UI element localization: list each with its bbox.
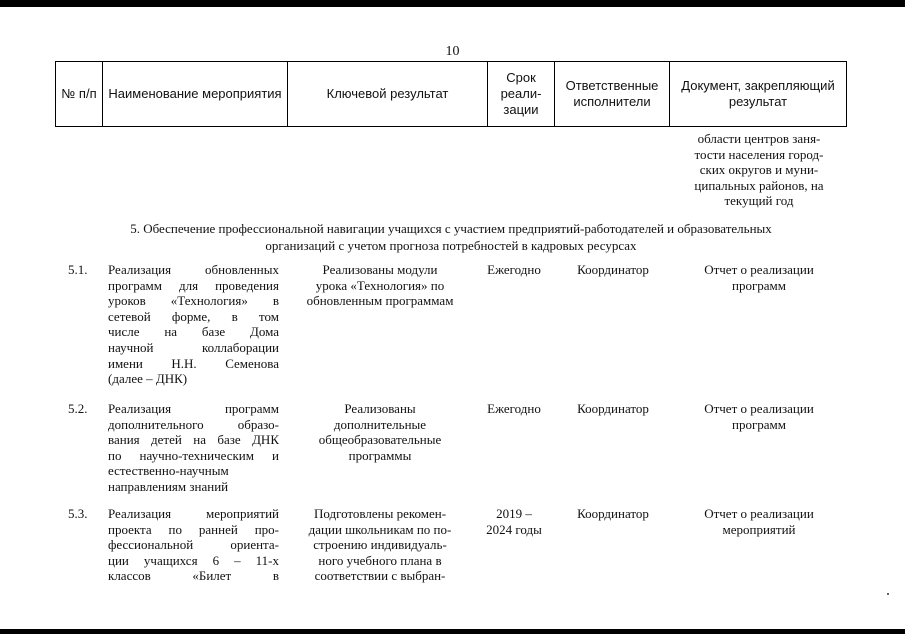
section-title-line: 5. Обеспечение профессиональной навигации учащихся с участием предприятий-работодателей и образовательных xyxy=(130,221,772,236)
row-number: 5.3. xyxy=(68,506,88,521)
row-number: 5.1. xyxy=(68,262,88,277)
row-executor: Координатор xyxy=(577,401,649,416)
header-document: Документ, закрепляющий результат xyxy=(681,78,835,109)
row-result: Реализованы модули урока «Технология» по обновленным программам xyxy=(306,262,454,309)
continuation-line: ципальных районов, на xyxy=(694,177,824,193)
row-name: Реализация мероприятий проекта по ранней про- фессиональной ориента- ции учащихся 6 – 11-х классов «Билет в xyxy=(108,506,279,584)
continuation-line: области центров заня- xyxy=(697,131,821,146)
header-executors: Ответственные исполнители xyxy=(555,62,670,126)
header-result: Ключевой результат xyxy=(288,62,488,126)
page-number: 10 xyxy=(445,44,460,59)
table-header xyxy=(55,61,847,127)
row-document: Отчет о реализации программ xyxy=(704,262,814,293)
row-executor: Координатор xyxy=(577,262,649,277)
row-term: Ежегодно xyxy=(487,262,541,277)
scan-speck xyxy=(887,593,889,595)
header-term: Срок реали-зации xyxy=(488,62,555,126)
row-document: Отчет о реализации мероприятий xyxy=(704,506,814,537)
section-title xyxy=(60,220,842,254)
continuation-line: ских округов и муни- xyxy=(699,162,819,178)
row-result: Реализованы дополнительные общеобразовательные программы xyxy=(318,401,442,463)
row-executor: Координатор xyxy=(577,506,649,521)
row-name: Реализация обновленных программ для проведения уроков «Технология» в сетевой форме, в том числе на базе Дома научной коллаборации имени Н.Н. Семенова (далее – ДНК) xyxy=(108,262,279,387)
row-result: Подготовлены рекомен- дации школьникам по по- строению индивидуаль- ного учебного плана в соответствии с выбран- xyxy=(308,506,452,584)
top-border xyxy=(0,0,905,7)
row-term: Ежегодно xyxy=(487,401,541,416)
section-title-line: организаций с учетом прогноза потребностей в кадровых ресурсах xyxy=(265,238,637,253)
document-continuation xyxy=(676,131,842,209)
bottom-border xyxy=(0,629,905,634)
continuation-line: тости населения город- xyxy=(694,146,824,162)
header-name: Наименование мероприятия xyxy=(103,62,288,126)
row-name: Реализация программ дополнительного образо- вания детей на базе ДНК по научно-техническим и естественно-научным направлениям знаний xyxy=(108,401,279,494)
row-document: Отчет о реализации программ xyxy=(704,401,814,432)
row-number: 5.2. xyxy=(68,401,88,416)
row-term: 2019 – 2024 годы xyxy=(486,506,542,537)
continuation-line: текущий год xyxy=(724,193,794,209)
header-num: № п/п xyxy=(56,62,103,126)
